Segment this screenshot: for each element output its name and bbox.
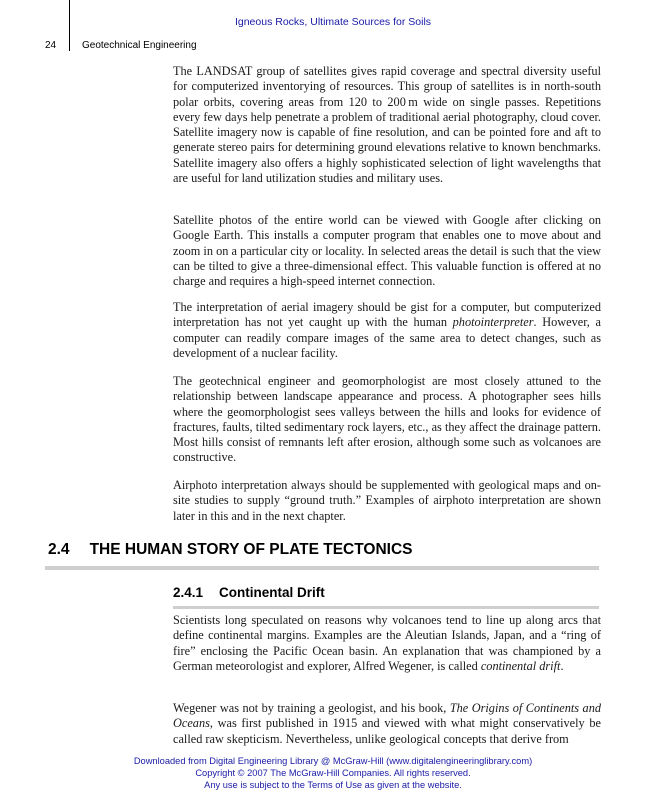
paragraph <box>173 213 601 289</box>
text-run: . <box>560 658 564 673</box>
text-run: Wegener was not by training a geologist, and his book, <box>173 701 450 715</box>
text-run: The LANDSAT group of satellites gives rapid coverage and spectral diversity useful for computerized inventorying of resources. This group of satellites is in north-south polar orbits, covering areas from 120 to 200 m wide on single passes. Repetitions every few days help penetrate a problem of traditional aerial photography, cloud cover. Satellite imagery now is capable of fine resolution, and can be pointed fore and aft to generate stereo pairs for determining ground elevations relative to known benchmarks. Satellite imagery also offers a highly sophisticated selection of light wavelengths that are useful for land utilization studies and military uses. <box>173 64 601 186</box>
paragraph <box>173 64 601 186</box>
paragraph <box>173 613 601 674</box>
subsection-number: 2.4.1 <box>173 585 204 600</box>
footer-download-link[interactable]: Downloaded from Digital Engineering Library @ McGraw-Hill (www.digitalengineeringlibrary.com) <box>133 756 533 766</box>
text-run: Scientists long speculated on reasons why volcanoes tend to line up along arcs that define continental margins. Examples are the Aleutian Islands, Japan, and a “ring of fire” enclosing the Pacific Ocean basin. An explanation that was championed by a German meteorologist and explorer, Alfred Wegener, is called <box>173 613 601 673</box>
section-rule <box>45 566 599 570</box>
section-title: THE HUMAN STORY OF PLATE TECTONICS <box>89 541 413 558</box>
italic-term: The Origins of Continents and Oceans <box>173 701 601 731</box>
subsection-title: Continental Drift <box>219 585 325 600</box>
text-run: , was first published in 1915 and viewed with what might conservatively be called raw skepticism. Nevertheless, unlike geological concepts that derive from <box>173 716 601 746</box>
section-heading <box>48 541 413 559</box>
subsection-rule <box>173 606 599 609</box>
footer <box>0 755 666 791</box>
section-number: 2.4 <box>48 541 70 558</box>
text-run: . However, a computer can readily compare images of the same area to detect changes, such as development of a nuclear facility. <box>173 315 601 360</box>
text-run: Airphoto interpretation always should be supplemented with geological maps and on-site studies to supply “ground truth.” Examples of airphoto interpretation are shown later in this and in the next chapter. <box>173 478 601 523</box>
footer-terms: Any use is subject to the Terms of Use as given at the website. <box>204 780 462 790</box>
running-head: Geotechnical Engineering <box>82 40 197 51</box>
subsection-heading <box>173 585 325 600</box>
text-run: Satellite photos of the entire world can be viewed with Google after clicking on Google Earth. This installs a computer program that enables one to move about and zoom in on a particular city or locality. In selected areas the detail is such that the view can be tilted to give a three-dimensional effect. This valuable function is offered at no charge and requires a high-speed internet connection. <box>173 213 601 289</box>
paragraph <box>173 701 601 747</box>
text-run: The interpretation of aerial imagery should be gist for a computer, but computerized interpretation has not yet caught up with the human <box>173 300 601 330</box>
text-run: The geotechnical engineer and geomorphologist are most closely attuned to the relationship between landscape appearance and process. A photographer sees hills where the geomorphologist sees valleys between the hills and looks for evidence of fractures, faults, tilted sedimentary rock layers, etc., as they affect the drainage pattern. Most hills consist of remnants left after erosion, although some such as volcanoes are constructive. <box>173 374 601 465</box>
page-number: 24 <box>45 40 57 51</box>
italic-term: photointerpreter <box>452 315 534 330</box>
footer-copyright: Copyright © 2007 The McGraw-Hill Companies. All rights reserved. <box>195 768 471 778</box>
paragraph <box>173 478 601 524</box>
italic-term: continental drift <box>480 658 561 673</box>
paragraph <box>173 300 601 361</box>
chapter-title-link[interactable]: Igneous Rocks, Ultimate Sources for Soils <box>234 16 432 28</box>
paragraph <box>173 374 601 466</box>
header-vertical-rule <box>69 0 70 51</box>
